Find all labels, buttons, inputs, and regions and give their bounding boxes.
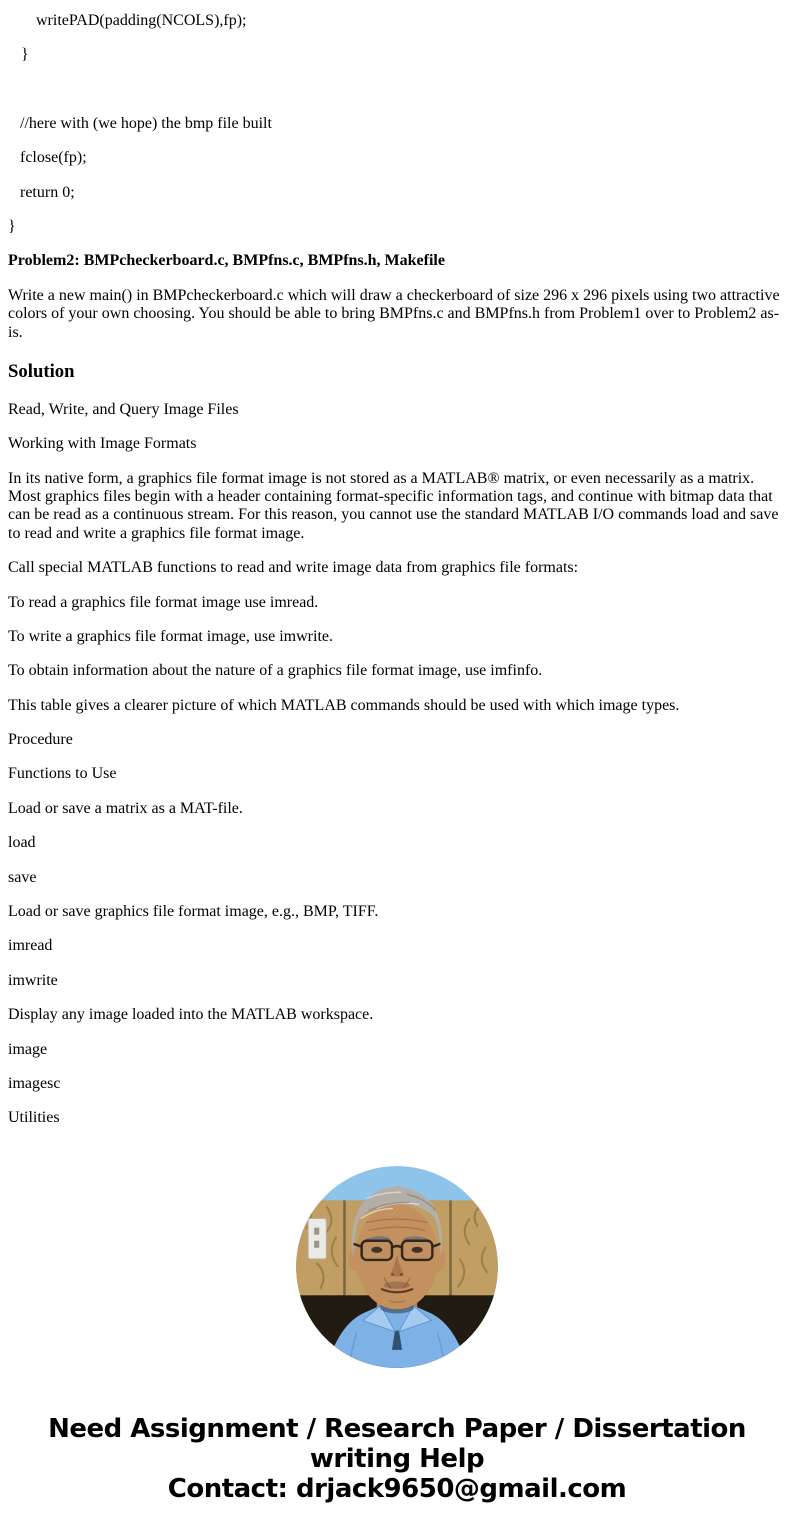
- paragraph: load: [8, 834, 36, 852]
- footer-help-text-line1: Need Assignment / Research Paper / Dissertation: [48, 1413, 746, 1444]
- paragraph: save: [8, 868, 37, 886]
- footer-contact-email: Contact: drjack9650@gmail.com: [167, 1473, 627, 1504]
- paragraph: To write a graphics file format image, use imwrite.: [8, 627, 333, 645]
- paragraph: Call special MATLAB functions to read and write image data from graphics file formats:: [8, 559, 579, 577]
- paragraph: Utilities: [8, 1109, 60, 1127]
- footer-banner: [8, 1414, 786, 1504]
- paragraph: Display any image loaded into the MATLAB workspace.: [8, 1006, 374, 1024]
- code-line-blank: [8, 81, 786, 99]
- paragraph: image: [8, 1040, 48, 1058]
- paragraph: imwrite: [8, 971, 58, 989]
- code-line: //here with (we hope) the bmp file built: [20, 114, 272, 132]
- code-line: fclose(fp);: [20, 149, 87, 167]
- paragraph: Functions to Use: [8, 765, 117, 783]
- paragraph: In its native form, a graphics file format image is not stored as a MATLAB® matrix, or even necessarily as a matrix. Most graphics files begin with a header containing format-specific information tags, and continue with bitmap data that can be read as a continuous stream. For this reason, you cannot use the standard MATLAB I/O commands load and save to read and write a graphics file format image.: [8, 469, 779, 542]
- paragraph: Load or save graphics file format image, e.g., BMP, TIFF.: [8, 903, 379, 921]
- paragraph: imread: [8, 937, 53, 955]
- code-line: return 0;: [20, 183, 75, 201]
- problem-text: Write a new main() in BMPcheckerboard.c which will draw a checkerboard of size 296 x 296 pixels using two attractive colors of your own choosing. You should be able to bring BMPfns.c and BMPfns.h from Problem1 over to Problem2 as-is.: [8, 286, 780, 341]
- problem-heading: Problem2: BMPcheckerboard.c, BMPfns.c, BMPfns.h, Makefile: [8, 252, 445, 270]
- code-line: }: [8, 217, 16, 235]
- paragraph: imagesc: [8, 1075, 61, 1092]
- paragraph: Load or save a matrix as a MAT-file.: [8, 799, 243, 817]
- paragraph: To obtain information about the nature of a graphics file format image, use imfinfo.: [8, 662, 543, 680]
- paragraph: To read a graphics file format image use imread.: [8, 593, 319, 611]
- code-line: }: [21, 46, 29, 64]
- paragraph: Working with Image Formats: [8, 435, 197, 453]
- code-line: writePAD(padding(NCOLS),fp);: [36, 12, 247, 29]
- paragraph: This table gives a clearer picture of which MATLAB commands should be used with which image types.: [8, 696, 680, 714]
- footer-help-text-line2: writing Help: [309, 1443, 485, 1474]
- portrait-illustration: [296, 1166, 498, 1368]
- solution-heading: Solution: [8, 360, 75, 382]
- code-block: [8, 12, 786, 236]
- paragraph: Read, Write, and Query Image Files: [8, 400, 239, 418]
- paragraph: Procedure: [8, 731, 73, 749]
- avatar-photo: [296, 1166, 498, 1368]
